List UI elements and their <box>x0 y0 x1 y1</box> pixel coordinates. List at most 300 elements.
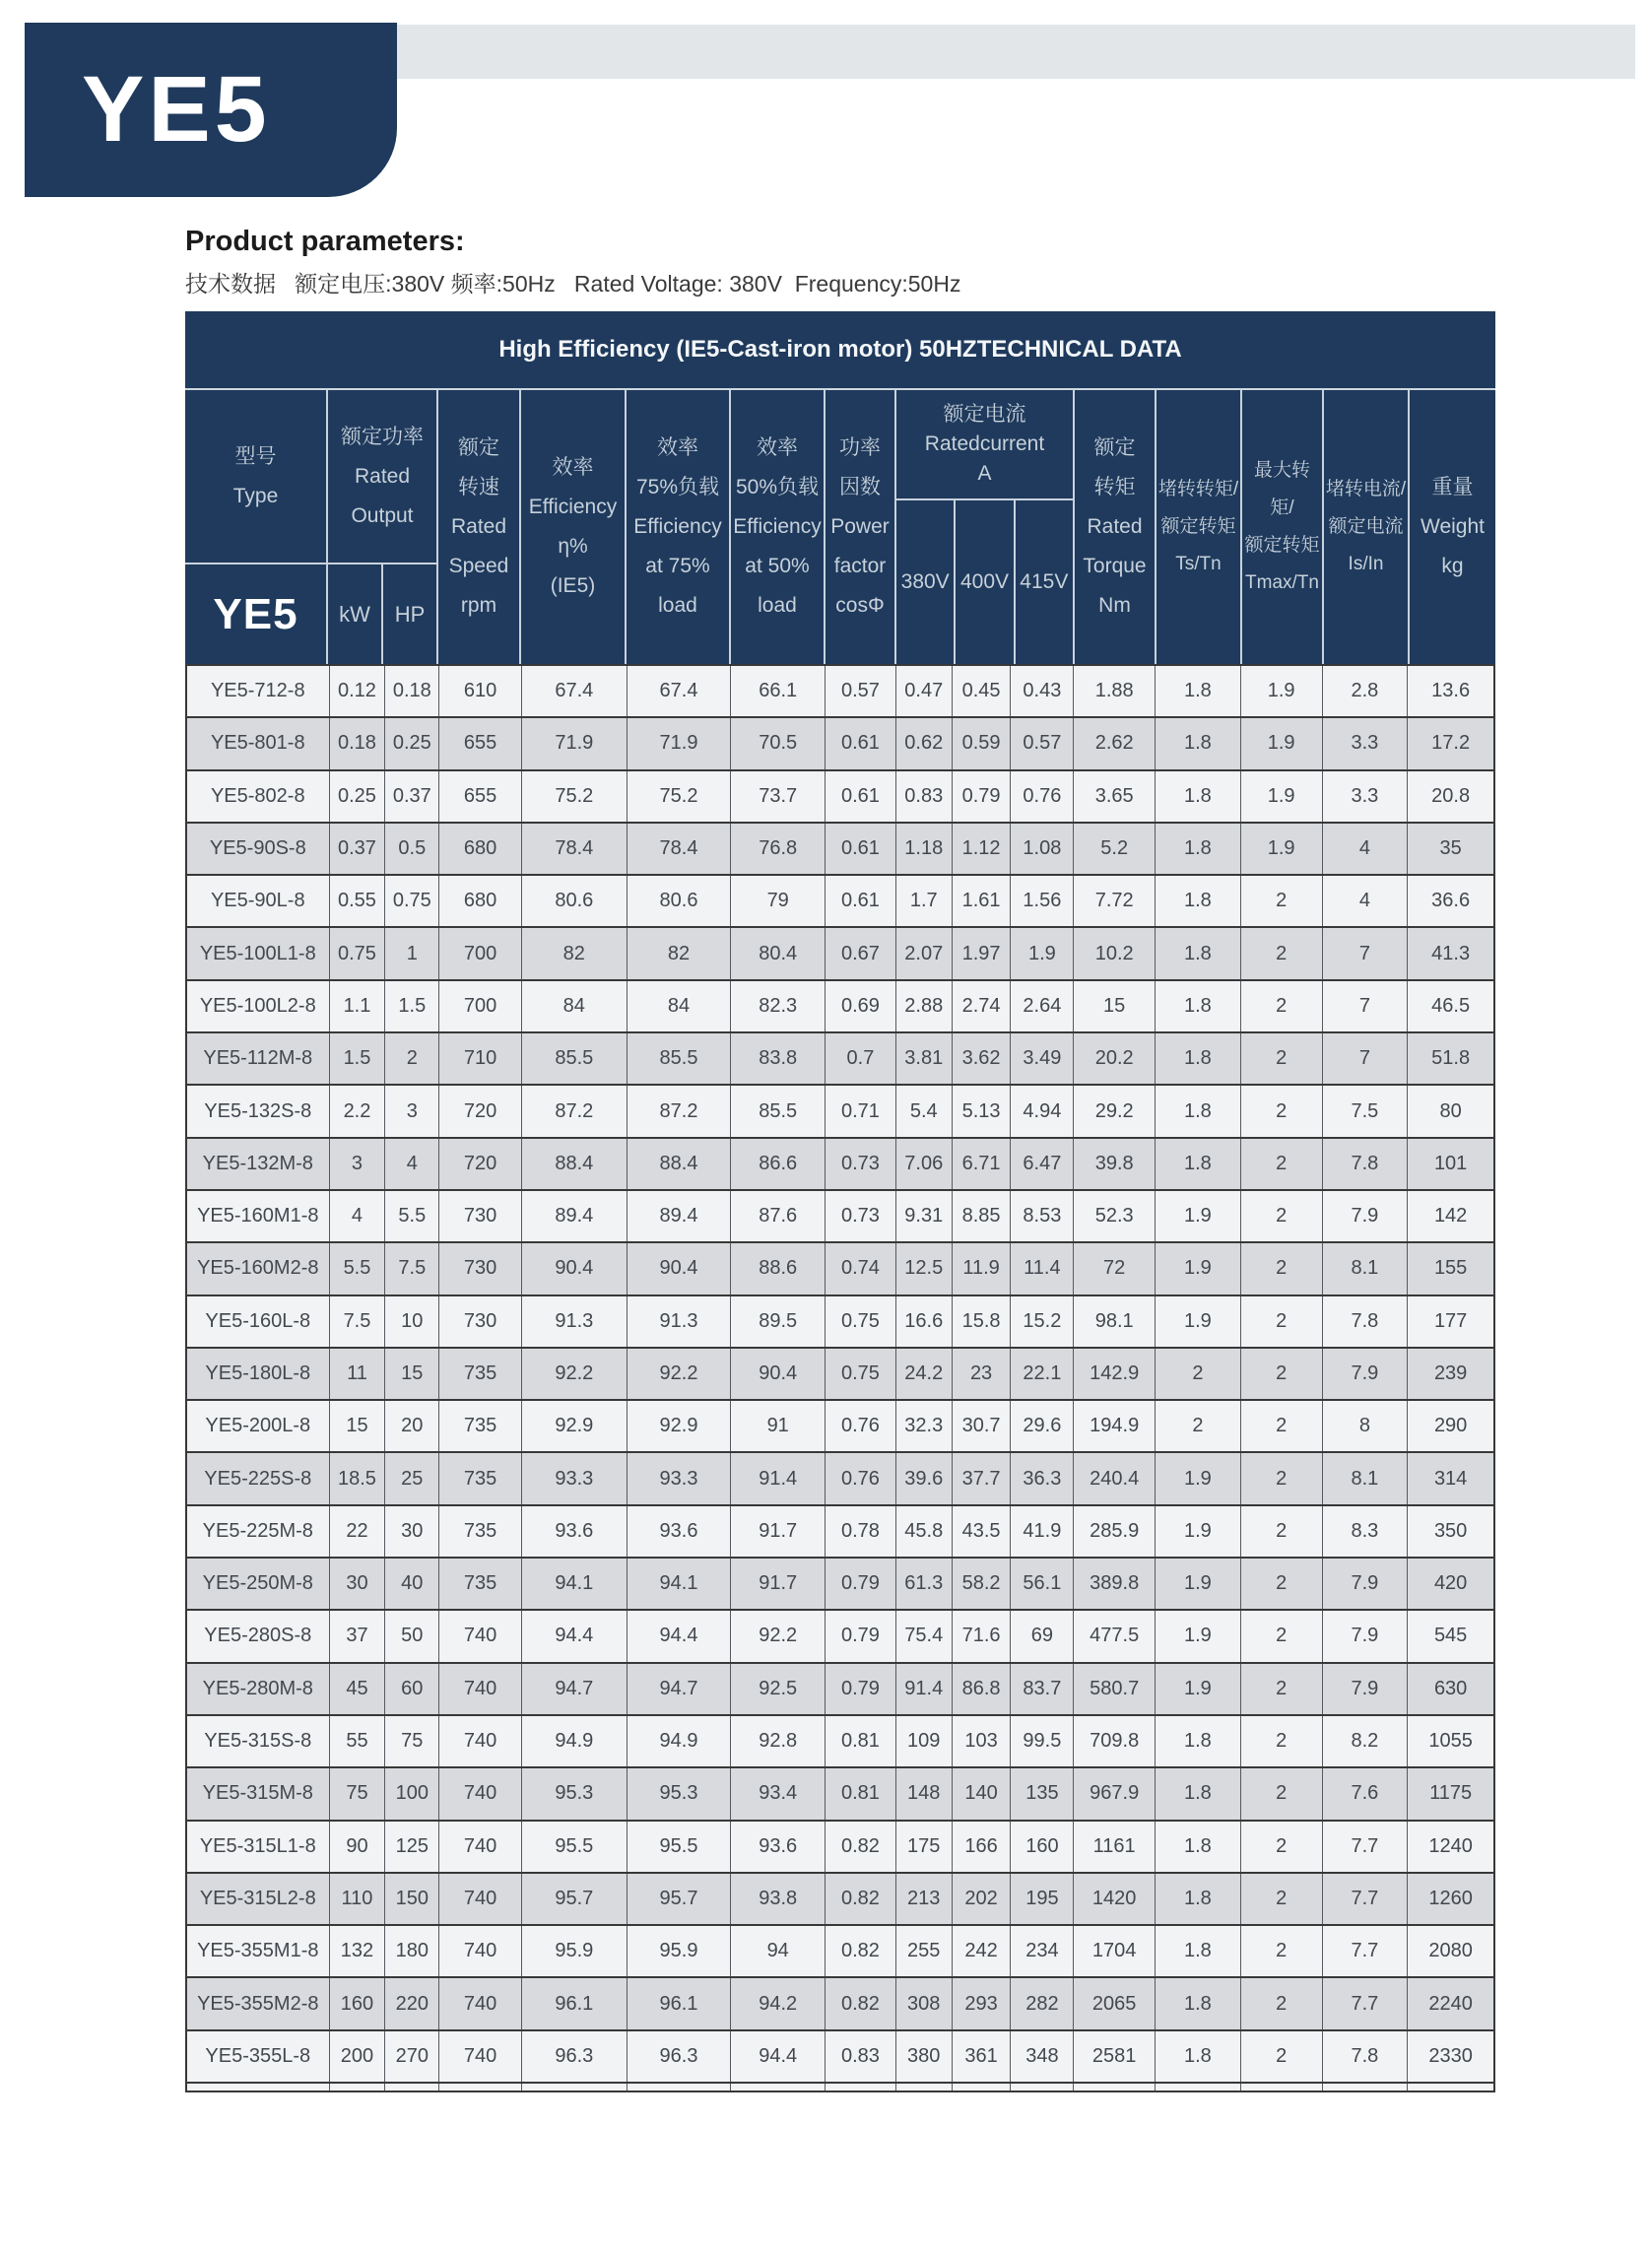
model-cell: YE5-712-8 <box>187 666 330 716</box>
value-cell: 84 <box>628 981 732 1031</box>
table-row <box>187 1401 1493 1453</box>
value-cell: 740 <box>439 1926 522 1976</box>
empty-cell <box>187 2084 330 2091</box>
value-cell: 2 <box>385 1033 439 1084</box>
value-cell: 92.8 <box>731 1716 826 1766</box>
value-cell: 75 <box>330 1768 386 1819</box>
value-cell: 95.3 <box>628 1768 732 1819</box>
value-cell: 0.43 <box>1011 666 1074 716</box>
value-cell: 270 <box>385 2031 439 2082</box>
value-cell: 86.8 <box>953 1664 1012 1714</box>
value-cell: 15.8 <box>953 1296 1012 1347</box>
value-cell: 0.25 <box>385 718 439 768</box>
value-cell: 2 <box>1156 1401 1241 1451</box>
header-line: at 75% <box>645 555 710 577</box>
value-cell: 477.5 <box>1074 1611 1156 1661</box>
header-current-label <box>896 390 1073 500</box>
value-cell: 1.9 <box>1156 1191 1241 1241</box>
value-cell: 75.2 <box>628 771 732 822</box>
value-cell: 98.1 <box>1074 1296 1156 1347</box>
header-efficiency-50-label <box>731 390 824 664</box>
value-cell: 80.4 <box>731 928 826 978</box>
value-cell: 2 <box>1241 1349 1323 1399</box>
value-cell: 740 <box>439 2031 522 2082</box>
table-row <box>187 1139 1493 1191</box>
table-row <box>187 1822 1493 1874</box>
value-cell: 220 <box>385 1978 439 2028</box>
value-cell: 2 <box>1241 928 1323 978</box>
table-row <box>187 876 1493 928</box>
model-cell: YE5-132M-8 <box>187 1139 330 1189</box>
model-cell: YE5-100L2-8 <box>187 981 330 1031</box>
table-body <box>185 664 1495 2092</box>
value-cell: 0.37 <box>385 771 439 822</box>
value-cell: 20.8 <box>1431 784 1471 807</box>
header-col-efficiency <box>521 390 627 664</box>
header-line: Output <box>351 503 414 527</box>
header-line: Ts/Tn <box>1175 554 1222 574</box>
table-row <box>187 1191 1493 1243</box>
value-cell: 234 <box>1011 1926 1074 1976</box>
value-cell: 92.9 <box>522 1401 628 1451</box>
value-cell: 1.9 <box>1241 666 1323 716</box>
value-cell: 9.31 <box>896 1191 953 1241</box>
header-col-weight <box>1410 390 1495 664</box>
value-cell: 175 <box>896 1822 953 1872</box>
value-cell: 0.81 <box>826 1768 896 1819</box>
value-cell: 1.8 <box>1156 771 1241 822</box>
value-cell: 239 <box>1433 1362 1468 1384</box>
value-cell: 93.3 <box>628 1453 732 1503</box>
value-cell: 78.4 <box>628 824 732 874</box>
value-cell: 1.08 <box>1011 824 1074 874</box>
value-cell: 7.7 <box>1323 1926 1409 1976</box>
value-cell: 740 <box>439 1768 522 1819</box>
table-row <box>187 824 1493 876</box>
value-cell: 92.2 <box>522 1349 628 1399</box>
value-cell: 135 <box>1011 1768 1074 1819</box>
value-cell: 55 <box>330 1716 386 1766</box>
spec-table <box>185 311 1495 2092</box>
value-cell: 101 <box>1433 1152 1468 1174</box>
value-cell: 94.7 <box>628 1664 732 1714</box>
value-cell: 96.3 <box>628 2031 732 2082</box>
value-cell: 1.5 <box>330 1033 386 1084</box>
header-weight-label <box>1410 390 1495 664</box>
value-cell: 1.8 <box>1156 1978 1241 2028</box>
value-cell: 1.8 <box>1156 666 1241 716</box>
value-cell: 2 <box>1241 1453 1323 1503</box>
value-cell: 630 <box>1433 1677 1468 1699</box>
value-cell: 0.57 <box>826 666 896 716</box>
value-cell: 1.1 <box>330 981 386 1031</box>
header-torque-label <box>1075 390 1155 664</box>
header-line: load <box>658 594 697 617</box>
model-cell: YE5-250M-8 <box>187 1559 330 1609</box>
model-cell: YE5-160M2-8 <box>187 1243 330 1294</box>
header-tmax-tn-label <box>1242 390 1322 664</box>
value-cell: 7.9 <box>1323 1664 1409 1714</box>
header-output-label <box>328 390 436 564</box>
value-cell: 1.8 <box>1156 876 1241 926</box>
header-line: Speed <box>448 555 509 577</box>
header-band <box>397 25 1635 79</box>
value-cell: 3.49 <box>1011 1033 1074 1084</box>
header-line: Is/In <box>1348 554 1384 574</box>
value-cell: 22 <box>330 1506 386 1557</box>
model-cell: YE5-180L-8 <box>187 1349 330 1399</box>
value-cell: 16.6 <box>896 1296 953 1347</box>
empty-cell <box>896 2084 953 2091</box>
header-col-rated-torque <box>1075 390 1156 664</box>
value-cell: 420 <box>1433 1572 1468 1595</box>
value-cell: 52.3 <box>1074 1191 1156 1241</box>
table-row <box>187 2031 1493 2084</box>
header-power-factor-label <box>826 390 894 664</box>
value-cell: 2581 <box>1074 2031 1156 2082</box>
value-cell: 7.6 <box>1323 1768 1409 1819</box>
header-col-tmax-tn <box>1242 390 1324 664</box>
value-cell: 96.1 <box>628 1978 732 2028</box>
value-cell: 70.5 <box>731 718 826 768</box>
value-cell: 91.3 <box>628 1296 732 1347</box>
section-title: Product parameters: <box>185 226 465 257</box>
header-line: factor <box>833 555 887 577</box>
value-cell: 45 <box>330 1664 386 1714</box>
model-cell: YE5-132S-8 <box>187 1086 330 1136</box>
value-cell: 75.2 <box>522 771 628 822</box>
empty-cell <box>1323 2084 1409 2091</box>
value-cell: 67.4 <box>628 666 732 716</box>
header-line: 效率 <box>552 456 594 479</box>
value-cell: 655 <box>439 771 522 822</box>
value-cell: 2 <box>1241 981 1323 1031</box>
value-cell: 735 <box>439 1401 522 1451</box>
value-cell: 1.8 <box>1156 824 1241 874</box>
value-cell: 2 <box>1241 1243 1323 1294</box>
model-cell: YE5-315S-8 <box>187 1716 330 1766</box>
value-cell: 389.8 <box>1074 1559 1156 1609</box>
value-cell: 91 <box>731 1401 826 1451</box>
value-cell: 0.67 <box>826 928 896 978</box>
value-cell: 0.79 <box>826 1664 896 1714</box>
model-cell: YE5-315M-8 <box>187 1768 330 1819</box>
value-cell: 166 <box>953 1822 1012 1872</box>
value-cell: 0.57 <box>1011 718 1074 768</box>
value-cell: 1704 <box>1074 1926 1156 1976</box>
header-current-subs <box>896 500 1073 664</box>
header-line: 效率 <box>757 436 798 459</box>
model-cell: YE5-280S-8 <box>187 1611 330 1661</box>
value-cell: 1.8 <box>1156 928 1241 978</box>
value-cell: 0.83 <box>826 2031 896 2082</box>
value-cell: 3.62 <box>953 1033 1012 1084</box>
value-cell: 94.9 <box>522 1716 628 1766</box>
value-cell: 680 <box>439 876 522 926</box>
value-cell: 91.4 <box>896 1664 953 1714</box>
value-cell: 0.73 <box>826 1191 896 1241</box>
value-cell: 91.4 <box>731 1453 826 1503</box>
model-cell: YE5-802-8 <box>187 771 330 822</box>
value-cell: 93.6 <box>522 1506 628 1557</box>
value-cell: 69 <box>1011 1611 1074 1661</box>
value-cell: 1.8 <box>1156 1874 1241 1924</box>
value-cell: 740 <box>439 1874 522 1924</box>
header-line: (IE5) <box>550 574 596 597</box>
value-cell: 0.61 <box>826 876 896 926</box>
model-cell: YE5-200L-8 <box>187 1401 330 1451</box>
empty-cell <box>1011 2084 1074 2091</box>
value-cell: 7.9 <box>1323 1191 1409 1241</box>
value-cell: 1.8 <box>1156 1926 1241 1976</box>
value-cell: 202 <box>953 1874 1012 1924</box>
value-cell: 2.07 <box>896 928 953 978</box>
value-cell: 88.6 <box>731 1243 826 1294</box>
value-cell: 17.2 <box>1431 732 1471 755</box>
header-is-in-label <box>1324 390 1408 664</box>
value-cell: 23 <box>953 1349 1012 1399</box>
value-cell: 0.62 <box>896 718 953 768</box>
value-cell: 150 <box>385 1874 439 1924</box>
value-cell: 78.4 <box>522 824 628 874</box>
value-cell: 0.45 <box>953 666 1012 716</box>
value-cell: 740 <box>439 1822 522 1872</box>
value-cell: 1.8 <box>1156 1716 1241 1766</box>
value-cell: 8.53 <box>1011 1191 1074 1241</box>
value-cell: 1.9 <box>1156 1664 1241 1714</box>
header-line: 最大转矩/ <box>1253 460 1310 518</box>
value-cell: 7.8 <box>1323 1296 1409 1347</box>
value-cell: 7 <box>1323 928 1409 978</box>
header-line: 因数 <box>839 476 881 498</box>
value-cell: 0.82 <box>826 1926 896 1976</box>
value-cell: 1420 <box>1074 1874 1156 1924</box>
value-cell: 45.8 <box>896 1506 953 1557</box>
value-cell: 90.4 <box>522 1243 628 1294</box>
model-cell: YE5-315L2-8 <box>187 1874 330 1924</box>
value-cell: 0.12 <box>330 666 386 716</box>
value-cell: 82 <box>522 928 628 978</box>
value-cell: 735 <box>439 1349 522 1399</box>
value-cell: 545 <box>1433 1625 1468 1647</box>
value-cell: 71.9 <box>522 718 628 768</box>
value-cell: 95.7 <box>628 1874 732 1924</box>
value-cell: 194.9 <box>1074 1401 1156 1451</box>
header-line: Efficiency <box>733 515 822 538</box>
value-cell: 67.4 <box>522 666 628 716</box>
value-cell: 66.1 <box>731 666 826 716</box>
model-cell: YE5-225S-8 <box>187 1453 330 1503</box>
value-cell: 0.18 <box>330 718 386 768</box>
value-cell: 160 <box>1011 1822 1074 1872</box>
value-cell: 7 <box>1323 1033 1409 1084</box>
value-cell: 79 <box>731 876 826 926</box>
value-cell: 200 <box>330 2031 386 2082</box>
value-cell: 7.5 <box>1323 1086 1409 1136</box>
empty-cell <box>1156 2084 1241 2091</box>
value-cell: 0.81 <box>826 1716 896 1766</box>
value-cell: 0.83 <box>896 771 953 822</box>
value-cell: 30 <box>330 1559 386 1609</box>
value-cell: 8.1 <box>1323 1243 1409 1294</box>
value-cell: 700 <box>439 981 522 1031</box>
header-line: 型号 <box>234 444 277 468</box>
value-cell: 20 <box>385 1401 439 1451</box>
value-cell: 0.75 <box>385 876 439 926</box>
value-cell: 0.78 <box>826 1506 896 1557</box>
header-efficiency-75-label <box>627 390 729 664</box>
header-col-ts-tn <box>1156 390 1242 664</box>
header-line: 额定电流 <box>1328 516 1404 537</box>
value-cell: 730 <box>439 1296 522 1347</box>
value-cell: 15 <box>385 1349 439 1399</box>
value-cell: 1.8 <box>1156 1033 1241 1084</box>
value-cell: 76.8 <box>731 824 826 874</box>
value-cell: 43.5 <box>953 1506 1012 1557</box>
header-line: Weight <box>1421 515 1485 538</box>
value-cell: 4 <box>330 1191 386 1241</box>
value-cell: 8.85 <box>953 1191 1012 1241</box>
table-row <box>187 1716 1493 1768</box>
header-line: Nm <box>1098 594 1131 617</box>
value-cell: 5.5 <box>385 1191 439 1241</box>
value-cell: 95.7 <box>522 1874 628 1924</box>
value-cell: 2.2 <box>330 1086 386 1136</box>
table-row <box>187 928 1493 980</box>
value-cell: 2 <box>1241 1086 1323 1136</box>
value-cell: 94.7 <box>522 1664 628 1714</box>
header-line: 功率 <box>839 436 881 459</box>
header-line: rpm <box>460 594 497 617</box>
value-cell: 5.13 <box>953 1086 1012 1136</box>
value-cell: 1.5 <box>385 981 439 1031</box>
value-cell: 58.2 <box>953 1559 1012 1609</box>
value-cell: 15 <box>330 1401 386 1451</box>
value-cell: 1.9 <box>1156 1611 1241 1661</box>
header-line: 额定电流 <box>943 403 1026 426</box>
value-cell: 87.2 <box>628 1086 732 1136</box>
table-row <box>187 981 1493 1033</box>
value-cell: 36.3 <box>1011 1453 1074 1503</box>
value-cell: 7.06 <box>896 1139 953 1189</box>
model-cell: YE5-280M-8 <box>187 1664 330 1714</box>
value-cell: 30.7 <box>953 1401 1012 1451</box>
value-cell: 75 <box>385 1716 439 1766</box>
value-cell: 240.4 <box>1074 1453 1156 1503</box>
value-cell: 293 <box>953 1978 1012 2028</box>
value-cell: 0.79 <box>953 771 1012 822</box>
empty-cell <box>439 2084 522 2091</box>
value-cell: 93.6 <box>628 1506 732 1557</box>
table-row <box>187 1978 1493 2030</box>
value-cell: 88.4 <box>522 1139 628 1189</box>
value-cell: 94 <box>731 1926 826 1976</box>
value-cell: 29.6 <box>1011 1401 1074 1451</box>
value-cell: 700 <box>439 928 522 978</box>
value-cell: 2.64 <box>1011 981 1074 1031</box>
header-model-text: YE5 <box>213 589 298 638</box>
value-cell: 0.5 <box>385 824 439 874</box>
value-cell: 8.1 <box>1323 1453 1409 1503</box>
value-cell: 3.65 <box>1074 771 1156 822</box>
value-cell: 730 <box>439 1191 522 1241</box>
header-line: 额定 <box>458 436 499 459</box>
value-cell: 4.94 <box>1011 1086 1074 1136</box>
value-cell: 90.4 <box>628 1243 732 1294</box>
table-row <box>187 1243 1493 1295</box>
table-title: High Efficiency (IE5-Cast-iron motor) 50HZTECHNICAL DATA <box>185 311 1495 390</box>
value-cell: 1.9 <box>1156 1453 1241 1503</box>
value-cell: 41.9 <box>1011 1506 1074 1557</box>
header-sub-hp: HP <box>381 564 436 664</box>
header-line: Efficiency <box>528 496 618 518</box>
header-line: 75%负载 <box>635 476 720 498</box>
value-cell: 0.76 <box>1011 771 1074 822</box>
value-cell: 2080 <box>1428 1940 1473 1962</box>
value-cell: 2 <box>1241 2031 1323 2082</box>
value-cell: 25 <box>385 1453 439 1503</box>
value-cell: 8.3 <box>1323 1506 1409 1557</box>
value-cell: 93.3 <box>522 1453 628 1503</box>
value-cell: 7.5 <box>385 1243 439 1294</box>
value-cell: 0.59 <box>953 718 1012 768</box>
header-type-label <box>185 390 326 564</box>
brand-badge-text: YE5 <box>82 57 271 162</box>
model-cell: YE5-315L1-8 <box>187 1822 330 1872</box>
header-line: Torque <box>1083 555 1147 577</box>
value-cell: 132 <box>330 1926 386 1976</box>
value-cell: 655 <box>439 718 522 768</box>
empty-cell <box>826 2084 896 2091</box>
value-cell: 11.4 <box>1011 1243 1074 1294</box>
table-row <box>187 1506 1493 1559</box>
value-cell: 1.9 <box>1241 824 1323 874</box>
header-line: Tmax/Tn <box>1245 572 1319 593</box>
header-col-type <box>185 390 328 664</box>
value-cell: 2 <box>1241 1664 1323 1714</box>
value-cell: 2 <box>1241 1139 1323 1189</box>
value-cell: 24.2 <box>896 1349 953 1399</box>
value-cell: 7.7 <box>1323 1874 1409 1924</box>
model-cell: YE5-112M-8 <box>187 1033 330 1084</box>
value-cell: 35 <box>1439 837 1462 860</box>
model-cell: YE5-100L1-8 <box>187 928 330 978</box>
value-cell: 72 <box>1074 1243 1156 1294</box>
value-cell: 39.8 <box>1074 1139 1156 1189</box>
header-line: 堵转电流/ <box>1325 479 1407 499</box>
value-cell: 82 <box>628 928 732 978</box>
header-line: η% <box>558 535 588 558</box>
value-cell: 92.2 <box>628 1349 732 1399</box>
value-cell: 30 <box>385 1506 439 1557</box>
value-cell: 91.7 <box>731 1506 826 1557</box>
value-cell: 2 <box>1241 1191 1323 1241</box>
header-line: at 50% <box>745 555 810 577</box>
value-cell: 96.1 <box>522 1978 628 2028</box>
value-cell: 93.6 <box>731 1822 826 1872</box>
value-cell: 80 <box>1439 1099 1462 1122</box>
header-line: 效率 <box>657 436 698 459</box>
value-cell: 93.4 <box>731 1768 826 1819</box>
value-cell: 1.8 <box>1156 1139 1241 1189</box>
empty-cell <box>522 2084 628 2091</box>
empty-cell <box>385 2084 439 2091</box>
empty-cell <box>1074 2084 1156 2091</box>
empty-cell <box>628 2084 732 2091</box>
value-cell: 5.5 <box>330 1243 386 1294</box>
content <box>185 225 1495 2092</box>
header-line: 50%负载 <box>735 476 820 498</box>
